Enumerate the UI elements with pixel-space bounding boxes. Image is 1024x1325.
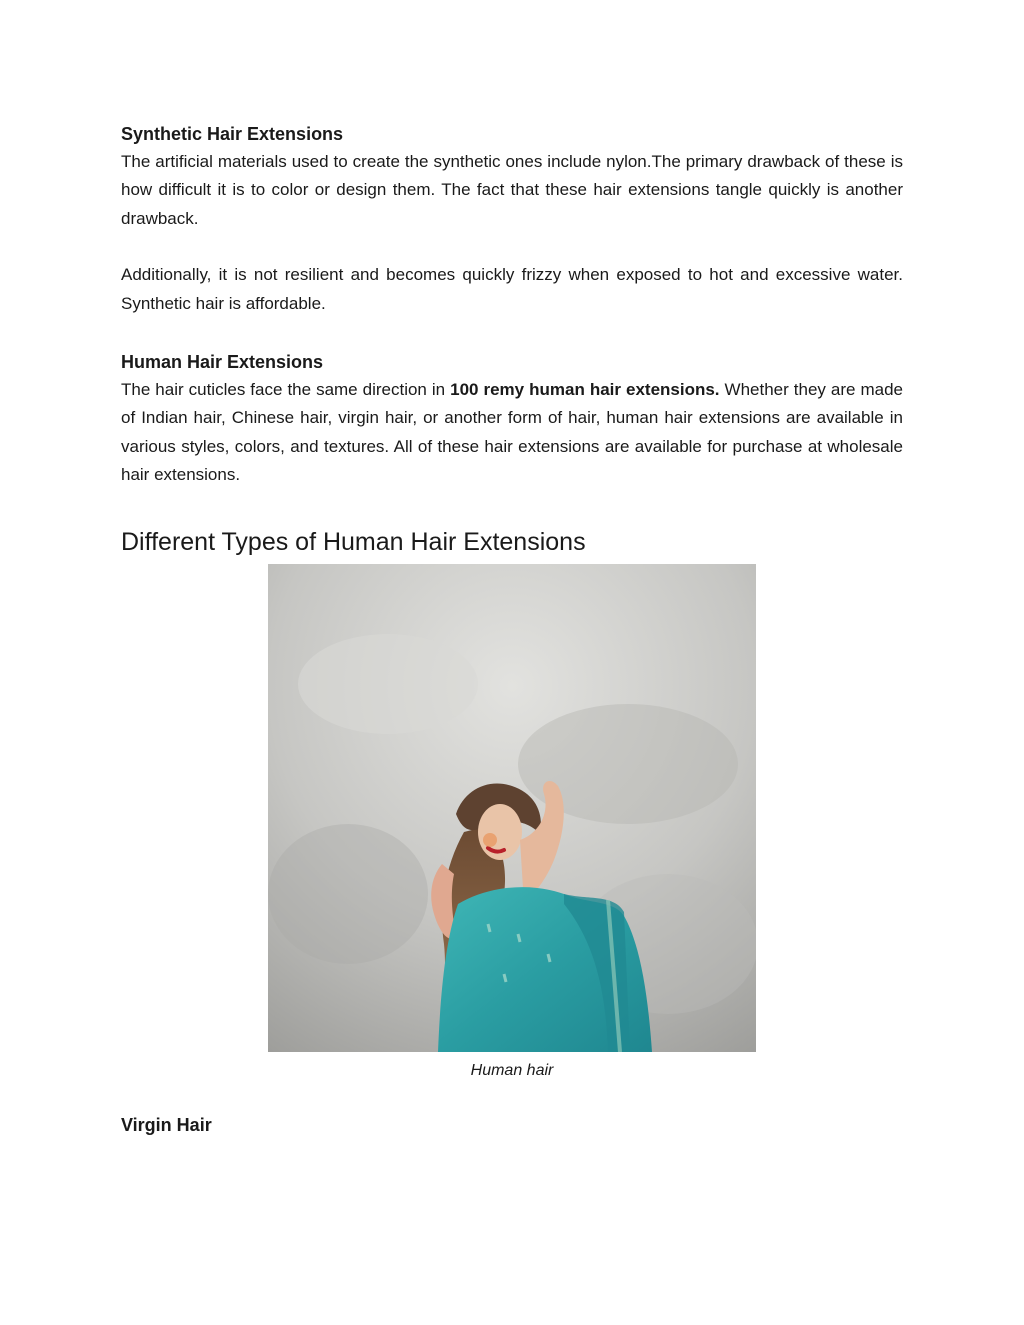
heading-synthetic-hair: Synthetic Hair Extensions xyxy=(121,124,344,144)
paragraph-synthetic-1: The artificial materials used to create the synthetic ones include nylon.The primary drawback of these is how difficult it is to color or design them. The fact that these hair extensions tangle quickly is another drawback. xyxy=(121,152,903,228)
figure-human-hair-photo xyxy=(268,564,756,1052)
heading-different-types: Different Types of Human Hair Extensions xyxy=(121,527,586,556)
paragraph-human-hair xyxy=(121,376,903,490)
document-body xyxy=(121,120,903,562)
link-remy-extensions: 100 remy human hair extensions. xyxy=(450,380,720,400)
heading-virgin-hair: Virgin Hair xyxy=(121,1115,212,1135)
figure-caption: Human hair xyxy=(470,1062,554,1079)
paragraph-synthetic-2: Additionally, it is not resilient and becomes quickly frizzy when exposed to hot and excessive water. Synthetic hair is affordable. xyxy=(121,265,903,313)
photo-woman-in-saree xyxy=(268,564,756,1052)
paragraph-text: Whether they are made of Indian hair, Chinese hair, virgin hair, or another form of hair, human hair extensions are available in various styles, colors, and textures. All of these hair extensions are available for purchase at wholesale hair extensions. xyxy=(121,380,903,485)
paragraph-text: The hair cuticles face the same direction in xyxy=(121,380,451,400)
heading-human-hair: Human Hair Extensions xyxy=(121,352,324,373)
